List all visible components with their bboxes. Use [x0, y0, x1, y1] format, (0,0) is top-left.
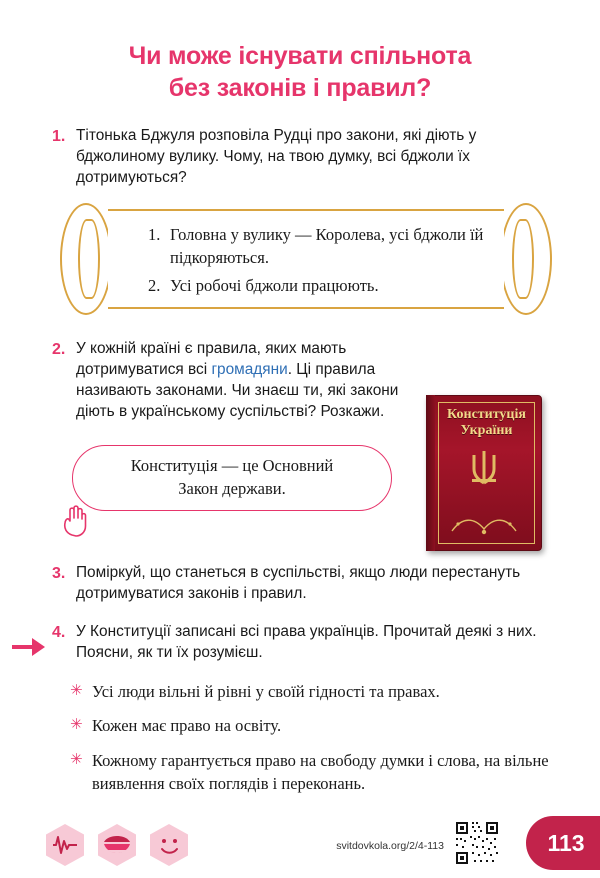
- right-item-2-text: Кожен має право на освіту.: [92, 716, 282, 736]
- question-1-text: Тітонька Бджуля розповіла Рудці про закони, які діють у бджолиному вулику. Чому, на твою думку, всі бджоли їх дотримуються?: [76, 127, 477, 186]
- list-item: [70, 749, 552, 795]
- book-ornament: [444, 511, 524, 537]
- definition-callout: [72, 445, 392, 511]
- book-title-line1: Конституція: [447, 406, 526, 422]
- book-title: [438, 407, 535, 439]
- list-item: [70, 714, 552, 737]
- definition-line2: Закон держави.: [178, 478, 286, 498]
- page-title-line2: без законів і правил?: [168, 74, 432, 102]
- question-4-text: У Конституції записані всі права українців. Прочитай деякі з них. Поясни, як ти їх розумієш.: [76, 623, 537, 662]
- audio-wave-icon[interactable]: [42, 822, 88, 868]
- smiley-face-icon[interactable]: [146, 822, 192, 868]
- scroll-rules-list: [148, 223, 492, 301]
- list-item: [70, 680, 552, 703]
- asterisk-icon: ✳: [70, 715, 83, 734]
- right-item-3-text: Кожному гарантується право на свободу думки і слова, на вільне виявлення своїх поглядів і переконань.: [92, 750, 549, 793]
- constitution-row: [52, 406, 552, 557]
- question-4: [52, 622, 552, 664]
- footer-icon-group: [42, 822, 192, 868]
- page-footer: [0, 806, 600, 878]
- scroll-left-roll: [60, 203, 112, 315]
- speaking-mouth-icon[interactable]: [94, 822, 140, 868]
- asterisk-icon: ✳: [70, 681, 83, 700]
- question-2-text-before: У кожній країні є правила, яких мають дотримуватися всі: [76, 339, 347, 378]
- scroll-illustration: [60, 203, 552, 315]
- scroll-item-1-number: 1.: [148, 224, 161, 244]
- question-2-number: 2.: [52, 340, 66, 358]
- page-number-badge: 113: [526, 816, 600, 870]
- question-2-highlight-term: громадяни: [211, 360, 288, 378]
- page-title: [0, 0, 600, 104]
- definition-line1: Конституція — це Основний: [130, 456, 334, 476]
- content-area: [0, 126, 600, 795]
- rights-list: [70, 680, 552, 794]
- list-item: [148, 274, 492, 297]
- scroll-item-2-number: 2.: [148, 275, 161, 295]
- list-item: [148, 223, 492, 270]
- question-3-number: 3.: [52, 564, 66, 582]
- book-title-line2: України: [460, 422, 513, 438]
- question-1: [52, 126, 552, 189]
- footer-url[interactable]: svitdovkola.org/2/4-113: [336, 840, 444, 852]
- question-3-text: Поміркуй, що станеться в суспільстві, якщо люди перестануть дотримуватися законів і правил.: [76, 563, 521, 602]
- pointing-hand-icon: [62, 501, 88, 537]
- page-title-line1: Чи може існувати спільнота: [128, 42, 472, 70]
- question-4-number: 4.: [52, 624, 66, 642]
- scroll-item-1-text: Головна у вулику — Королева, усі бджоли їй підкоряються.: [170, 224, 484, 268]
- constitution-book-image: [426, 395, 542, 551]
- scroll-item-2-text: Усі робочі бджоли працюють.: [170, 275, 379, 295]
- trident-emblem-icon: [469, 449, 499, 489]
- arrow-marker-icon: [12, 636, 46, 658]
- question-2-text-after: . Ці правила називають законами. Чи знаєш ти, які закони діють в українському суспільстві? Розкажи.: [76, 360, 399, 420]
- book-spine: [426, 395, 435, 551]
- right-item-1-text: Усі люди вільні й рівні у своїй гідності та правах.: [92, 682, 440, 702]
- asterisk-icon: ✳: [70, 749, 83, 768]
- question-3: [52, 563, 552, 605]
- scroll-right-roll: [500, 203, 552, 315]
- qr-code[interactable]: [454, 820, 500, 866]
- question-1-number: 1.: [52, 128, 66, 145]
